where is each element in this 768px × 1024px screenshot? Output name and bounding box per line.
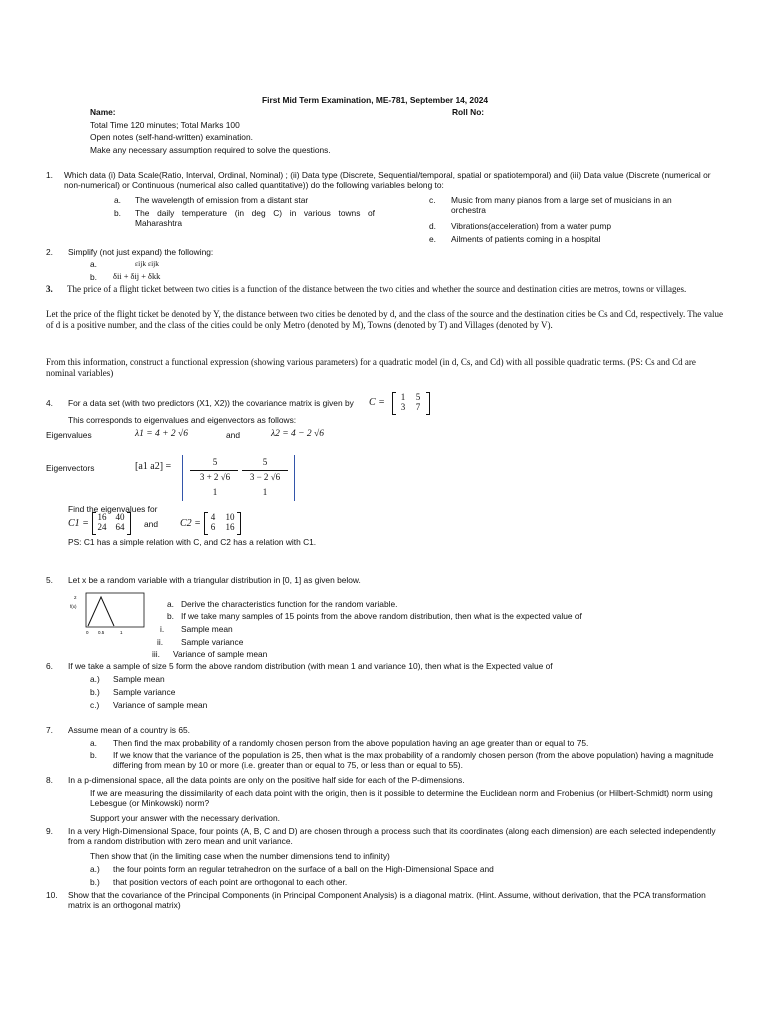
item-label: a.) <box>90 864 100 874</box>
header-line: Total Time 120 minutes; Total Marks 100 <box>90 120 240 130</box>
item-text: Music from many pianos from a large set of musicians in an orchestra <box>451 195 672 216</box>
and-text: and <box>144 519 158 529</box>
item-label: e. <box>429 234 436 244</box>
question-number: 1. <box>46 170 53 180</box>
item-label: a.) <box>90 674 100 684</box>
c1-matrix <box>92 512 132 534</box>
question-text: In a p-dimensional space, all the data points are only on the positive half side for each of the P-dimensions. <box>68 775 465 785</box>
item-label: b. <box>167 611 174 621</box>
question-text: PS: C1 has a simple relation with C, and C2 has a relation with C1. <box>68 537 317 547</box>
item-text: Derive the characteristics function for the random variable. <box>181 599 398 609</box>
question-text: From this information, construct a functional expression (showing various parameters) for a quadratic model (in d, Cs, and Cd) with all possible quadratic terms. (PS: Cs and Cd are nominal variables) <box>46 357 696 378</box>
c1-matrix-cell: 40 <box>115 512 125 522</box>
c-matrix-cell: 5 <box>415 392 421 402</box>
item-text: Variance of sample mean <box>113 700 208 710</box>
triangle-plot-svg <box>68 592 146 638</box>
question-number: 6. <box>46 661 53 671</box>
question-text: Find the eigenvalues for <box>68 504 158 514</box>
question-text: Simplify (not just expand) the following: <box>68 247 214 257</box>
c-matrix <box>392 392 432 414</box>
c1-matrix-cell: 24 <box>97 522 107 532</box>
and-text: and <box>226 430 240 440</box>
c2-matrix-cell: 4 <box>210 512 216 522</box>
question-text: Let the price of the flight ticket be denoted by Y, the distance between two cities be denoted by d, and the class of the source and the destination cities be Cs and Cd, respectively. The value of d is a positive number, and the class of the cities could be only Metro (denoted by M), Towns (denoted by T) and Villages (denoted by V). <box>46 309 724 330</box>
lambda1: λ1 = 4 + 2 √6 <box>135 429 189 439</box>
item-label: d. <box>429 221 436 231</box>
question-text: The price of a flight ticket between two cities is a function of the distance between the two cities and whether the source and destination cities are metros, towns or villages. <box>67 284 687 294</box>
item-text: the four points form an regular tetrahedron on the surface of a ball on the High-Dimensional Space and <box>113 864 494 874</box>
item-label: b. <box>114 208 121 218</box>
item-text: The daily temperature (in deg C) in various towns of Maharashtra <box>135 208 375 229</box>
item-text: Sample variance <box>113 687 176 697</box>
plot-xtick: 0.5 <box>98 630 105 635</box>
question-text: Which data (i) Data Scale(Ratio, Interval, Ordinal, Nominal) ; (ii) Data type (Discrete, Sequential/temporal, spatial or spatiotemporal) and (iii) Data value (Discrete (numerical or non-numerical) or Continuous (numerical also called quantitative)) do the following variables belong to: <box>64 170 711 191</box>
expression-epsilon: εijk εijk <box>135 259 160 268</box>
subitem-text: Variance of sample mean <box>173 649 268 659</box>
item-label: c. <box>429 195 436 205</box>
c1-label: C1 = <box>68 518 89 529</box>
subitem-label: ii. <box>157 637 164 647</box>
question-text: If we take a sample of size 5 form the above random distribution (with mean 1 and variance 10), then what is the Expected value of <box>68 661 553 671</box>
c2-matrix-cell: 10 <box>225 512 235 522</box>
expression-delta: δii + δij + δkk <box>113 272 161 281</box>
exam-title: First Mid Term Examination, ME-781, September 14, 2024 <box>262 95 489 105</box>
item-label: b. <box>90 750 97 760</box>
question-text: Let x be a random variable with a triangular distribution in [0, 1] as given below. <box>68 575 361 585</box>
matrix-bracket-right <box>294 455 295 501</box>
triangular-distribution-plot <box>68 592 146 638</box>
item-text: If we know that the variance of the population is 25, then what is the max probability of a randomly chosen person (from the above population) having a magnitude differing from mean by 10 or more (i.e. greater than or equal to 75, or less than or equal to 55). <box>113 750 714 771</box>
c-matrix-cell: 7 <box>415 402 421 412</box>
item-text: that position vectors of each point are orthogonal to each other. <box>113 877 348 887</box>
question-number: 4. <box>46 398 53 408</box>
header-line: Open notes (self-hand-written) examination. <box>90 132 253 142</box>
question-text: Assume mean of a country is 65. <box>68 725 190 735</box>
eigvec-one: 1 <box>212 487 218 497</box>
c-label: C = <box>369 397 385 408</box>
question-number: 5. <box>46 575 53 585</box>
question-number: 8. <box>46 775 53 785</box>
header-line: Make any necessary assumption required to solve the questions. <box>90 145 331 155</box>
c-matrix-cell: 1 <box>400 392 406 402</box>
c2-matrix-cell: 16 <box>225 522 235 532</box>
eigvec-denominator: 3 + 2 √6 <box>199 472 231 482</box>
item-text: Vibrations(acceleration) from a water pump <box>451 221 611 231</box>
fraction-bar <box>242 470 288 471</box>
c2-label: C2 = <box>180 518 201 529</box>
item-text: Ailments of patients coming in a hospital <box>451 234 601 244</box>
question-number: 9. <box>46 826 53 836</box>
question-text: Show that the covariance of the Principal Components (in Principal Component Analysis) is a diagonal matrix. (Hint. Assume, without derivation, that the PCA transformation matrix is an orthogonal matrix) <box>68 890 706 911</box>
matrix-bracket-left <box>182 455 183 501</box>
item-label: a. <box>167 599 174 609</box>
item-label: b. <box>90 272 97 282</box>
plot-ylabel: f(x) <box>70 604 77 609</box>
eigenvectors-label: Eigenvectors <box>46 463 95 473</box>
subitem-text: Sample variance <box>181 637 244 647</box>
item-label: b.) <box>90 877 100 887</box>
question-text: For a data set (with two predictors (X1, X2)) the covariance matrix is given by <box>68 398 354 408</box>
eigvec-numerator: 5 <box>262 457 268 467</box>
plot-xtick: 1 <box>120 630 123 635</box>
question-number: 10. <box>46 890 58 900</box>
c1-matrix-cell: 64 <box>115 522 125 532</box>
roll-label: Roll No: <box>452 107 485 117</box>
item-label: b.) <box>90 687 100 697</box>
item-text: Sample mean <box>113 674 165 684</box>
subitem-label: i. <box>160 624 165 634</box>
fraction-bar <box>190 470 238 471</box>
eigvec-denominator: 3 − 2 √6 <box>249 472 281 482</box>
question-text: Then show that (in the limiting case when the number dimensions tend to infinity) <box>90 851 390 861</box>
eigvec-numerator: 5 <box>212 457 218 467</box>
lambda2: λ2 = 4 − 2 √6 <box>271 429 325 439</box>
item-text: If we take many samples of 15 points from the above random distribution, then what is the expected value of <box>181 611 582 621</box>
question-number: 7. <box>46 725 53 735</box>
c2-matrix <box>204 512 244 534</box>
subitem-text: Sample mean <box>181 624 233 634</box>
a-label: [a1 a2] = <box>135 461 172 472</box>
c-matrix-cell: 3 <box>400 402 406 412</box>
question-number: 2. <box>46 247 53 257</box>
item-text: Then find the max probability of a randomly chosen person from the above population having an age greater than or equal to 75. <box>113 738 589 748</box>
item-label: a. <box>114 195 121 205</box>
question-text: This corresponds to eigenvalues and eigenvectors as follows: <box>68 415 297 425</box>
item-label: a. <box>90 259 97 269</box>
question-text: Support your answer with the necessary derivation. <box>90 813 280 823</box>
c2-matrix-cell: 6 <box>210 522 216 532</box>
c1-matrix-cell: 16 <box>97 512 107 522</box>
eigenvalues-label: Eigenvalues <box>46 430 92 440</box>
name-label: Name: <box>90 107 116 117</box>
question-text: In a very High-Dimensional Space, four points (A, B, C and D) are chosen through a process such that its coordinates (along each dimension) are each selected independently from a random distribution with zero mean and unit variance. <box>68 826 716 847</box>
plot-xtick: 0 <box>86 630 89 635</box>
eigvec-one: 1 <box>262 487 268 497</box>
item-text: The wavelength of emission from a distant star <box>135 195 309 205</box>
question-number: 3. <box>46 284 53 294</box>
subitem-label: iii. <box>152 649 160 659</box>
item-label: a. <box>90 738 97 748</box>
question-text: If we are measuring the dissimilarity of each data point with the origin, then is it possible to determine the Euclidean norm and Frobenius (or Hilbert-Schmidt) norm using Lebesgue (or Minkowski) norm? <box>90 788 713 809</box>
plot-ytick: 2 <box>74 595 77 600</box>
item-label: c.) <box>90 700 100 710</box>
